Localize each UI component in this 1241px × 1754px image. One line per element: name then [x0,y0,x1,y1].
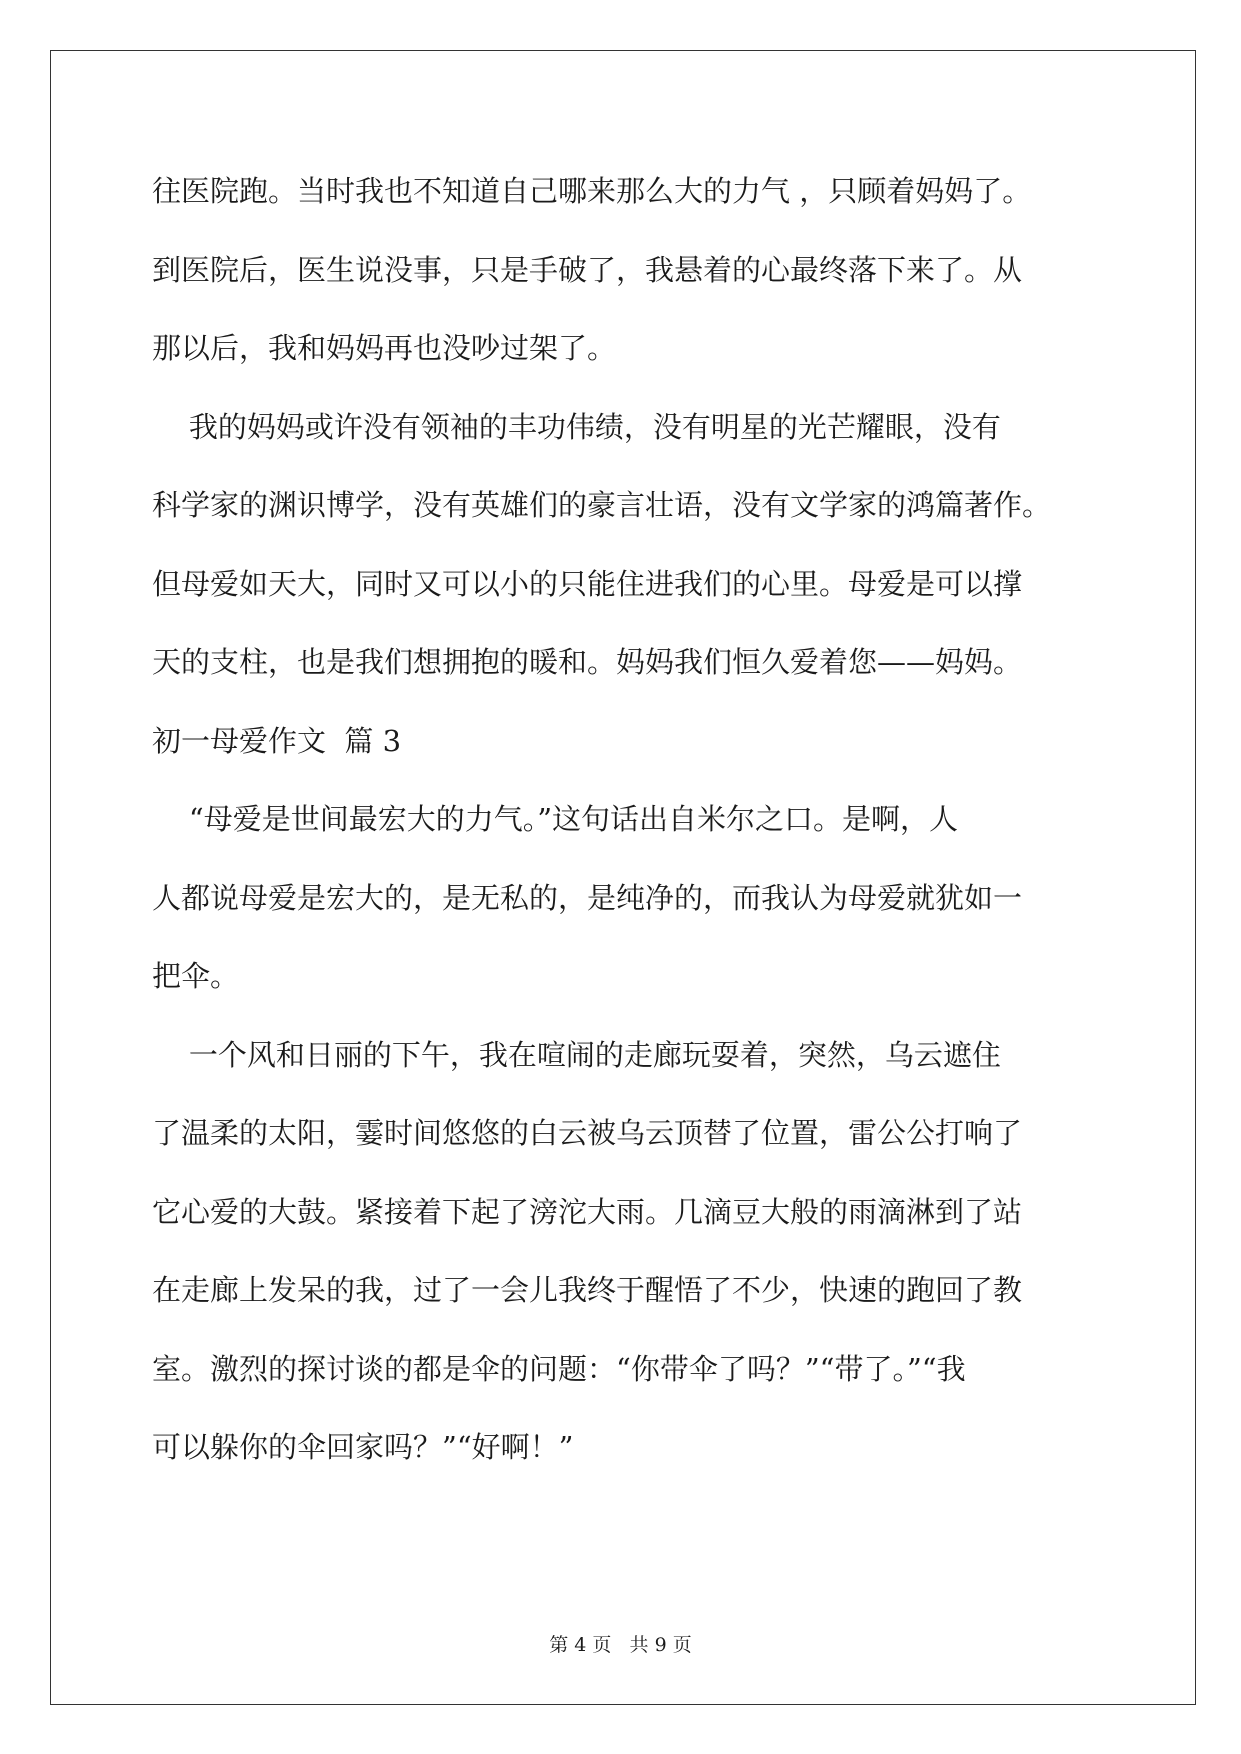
text-line: 可以躲你的伞回家吗？”“好啊！” [152,1430,574,1464]
page-number: 第 4 页 共 9 页 [549,1634,692,1656]
section-heading: 初一母爱作文 篇 3 [152,723,402,758]
text-line: 一个风和日丽的下午，我在喧闹的走廊玩耍着，突然，乌云遮住 [152,1037,1001,1072]
text-line: 但母爱如天大，同时又可以小的只能住进我们的心里。母爱是可以撑 [152,566,1023,601]
document-body [152,152,1096,1487]
text-line: 它心爱的大鼓。紧接着下起了滂沱大雨。几滴豆大般的雨滴淋到了站 [152,1194,1023,1229]
text-line: 科学家的渊识博学，没有英雄们的豪言壮语，没有文学家的鸿篇著作。 [152,488,1052,522]
text-line: “母爱是世间最宏大的力气。”这句话出自米尔之口。是啊，人 [152,802,959,836]
text-line: 把伞。 [152,959,240,993]
text-line: 天的支柱，也是我们想拥抱的暖和。妈妈我们恒久爱着您——妈妈。 [152,645,1023,679]
page-footer [0,1630,1241,1657]
text-line: 我的妈妈或许没有领袖的丰功伟绩，没有明星的光芒耀眼，没有 [152,409,1001,444]
text-line: 到医院后，医生说没事，只是手破了，我悬着的心最终落下来了。从 [152,252,1023,287]
text-line: 人都说母爱是宏大的，是无私的，是纯净的，而我认为母爱就犹如一 [152,880,1023,915]
text-line: 那以后，我和妈妈再也没吵过架了。 [152,331,617,365]
text-line: 了温柔的太阳，霎时间悠悠的白云被乌云顶替了位置，雷公公打响了 [152,1116,1023,1150]
text-line: 室。激烈的探讨谈的都是伞的问题：“你带伞了吗？”“带了。”“我 [152,1351,966,1386]
text-line: 在走廊上发呆的我，过了一会儿我终于醒悟了不少，快速的跑回了教 [152,1273,1023,1307]
text-line: 往医院跑。当时我也不知道自己哪来那么大的力气 ，只顾着妈妈了。 [152,174,1032,208]
